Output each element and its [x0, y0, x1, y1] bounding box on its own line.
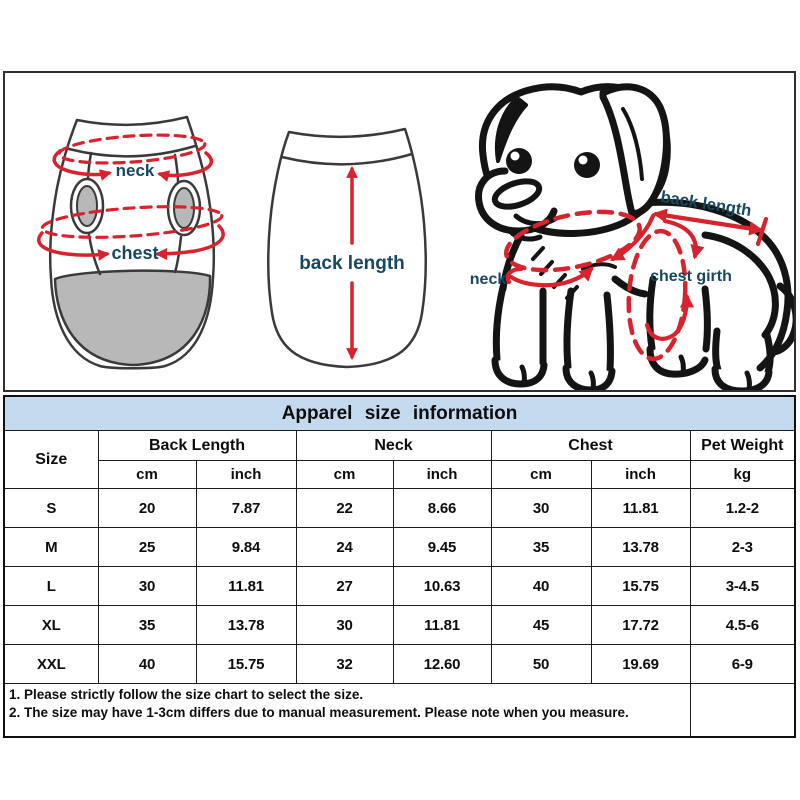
value-cell: 10.63 — [393, 567, 491, 606]
back-vest-length-label: back length — [299, 253, 405, 274]
dog-neck-arrow — [511, 269, 591, 285]
value-cell: 25 — [98, 528, 196, 567]
size-cell: S — [4, 489, 98, 528]
value-cell: 30 — [296, 606, 393, 645]
table-row — [4, 645, 795, 684]
unit-header-cm: cm — [296, 461, 393, 489]
col-header-chest: Chest — [491, 431, 690, 461]
note-line: 2. The size may have 1-3cm differs due to manual measurement. Please note when you measure. — [9, 704, 629, 720]
illustration-panel — [3, 71, 796, 392]
value-cell: 13.78 — [591, 528, 690, 567]
value-cell: 20 — [98, 489, 196, 528]
value-cell: 17.72 — [591, 606, 690, 645]
dog-neck-label: neck — [469, 271, 507, 288]
size-cell: M — [4, 528, 98, 567]
size-table — [3, 395, 796, 738]
col-header-pet-weight: Pet Weight — [690, 431, 795, 461]
col-header-size: Size — [4, 431, 98, 489]
value-cell: 7.87 — [196, 489, 296, 528]
table-row — [4, 489, 795, 528]
value-cell: 30 — [491, 489, 591, 528]
front-vest-neck-label: neck — [115, 161, 155, 180]
front-vest-chest-label: chest — [111, 243, 159, 263]
value-cell: 2-3 — [690, 528, 795, 567]
notes-empty-cell — [690, 684, 795, 738]
value-cell: 13.78 — [196, 606, 296, 645]
table-title: Apparel size information — [4, 396, 795, 431]
value-cell: 35 — [491, 528, 591, 567]
size-cell: XL — [4, 606, 98, 645]
back-vest-illustration — [268, 129, 425, 367]
table-row — [4, 528, 795, 567]
note-line: 1. Please strictly follow the size chart to select the size. — [9, 687, 364, 702]
measurement-diagram — [5, 73, 794, 390]
value-cell: 9.45 — [393, 528, 491, 567]
value-cell: 50 — [491, 645, 591, 684]
value-cell: 45 — [491, 606, 591, 645]
table-row — [4, 606, 795, 645]
notes — [4, 684, 690, 738]
unit-header-cm: cm — [491, 461, 591, 489]
value-cell: 40 — [491, 567, 591, 606]
unit-header-inch: inch — [591, 461, 690, 489]
value-cell: 15.75 — [196, 645, 296, 684]
unit-header-kg: kg — [690, 461, 795, 489]
value-cell: 1.2-2 — [690, 489, 795, 528]
table-row — [4, 567, 795, 606]
dog-back-length-label: back length — [659, 187, 753, 221]
size-cell: XXL — [4, 645, 98, 684]
value-cell: 9.84 — [196, 528, 296, 567]
value-cell: 11.81 — [196, 567, 296, 606]
value-cell: 19.69 — [591, 645, 690, 684]
value-cell: 24 — [296, 528, 393, 567]
value-cell: 3-4.5 — [690, 567, 795, 606]
value-cell: 22 — [296, 489, 393, 528]
value-cell: 4.5-6 — [690, 606, 795, 645]
value-cell: 30 — [98, 567, 196, 606]
unit-header-cm: cm — [98, 461, 196, 489]
value-cell: 12.60 — [393, 645, 491, 684]
unit-header-inch: inch — [393, 461, 491, 489]
value-cell: 11.81 — [393, 606, 491, 645]
unit-header-inch: inch — [196, 461, 296, 489]
value-cell: 11.81 — [591, 489, 690, 528]
value-cell: 8.66 — [393, 489, 491, 528]
size-cell: L — [4, 567, 98, 606]
value-cell: 6-9 — [690, 645, 795, 684]
value-cell: 40 — [98, 645, 196, 684]
col-header-back-length: Back Length — [98, 431, 296, 461]
value-cell: 15.75 — [591, 567, 690, 606]
value-cell: 27 — [296, 567, 393, 606]
dog-chest-dashed-ellipse — [625, 229, 690, 361]
value-cell: 35 — [98, 606, 196, 645]
value-cell: 32 — [296, 645, 393, 684]
col-header-neck: Neck — [296, 431, 491, 461]
dog-chest-girth-label: chest girth — [650, 268, 732, 285]
